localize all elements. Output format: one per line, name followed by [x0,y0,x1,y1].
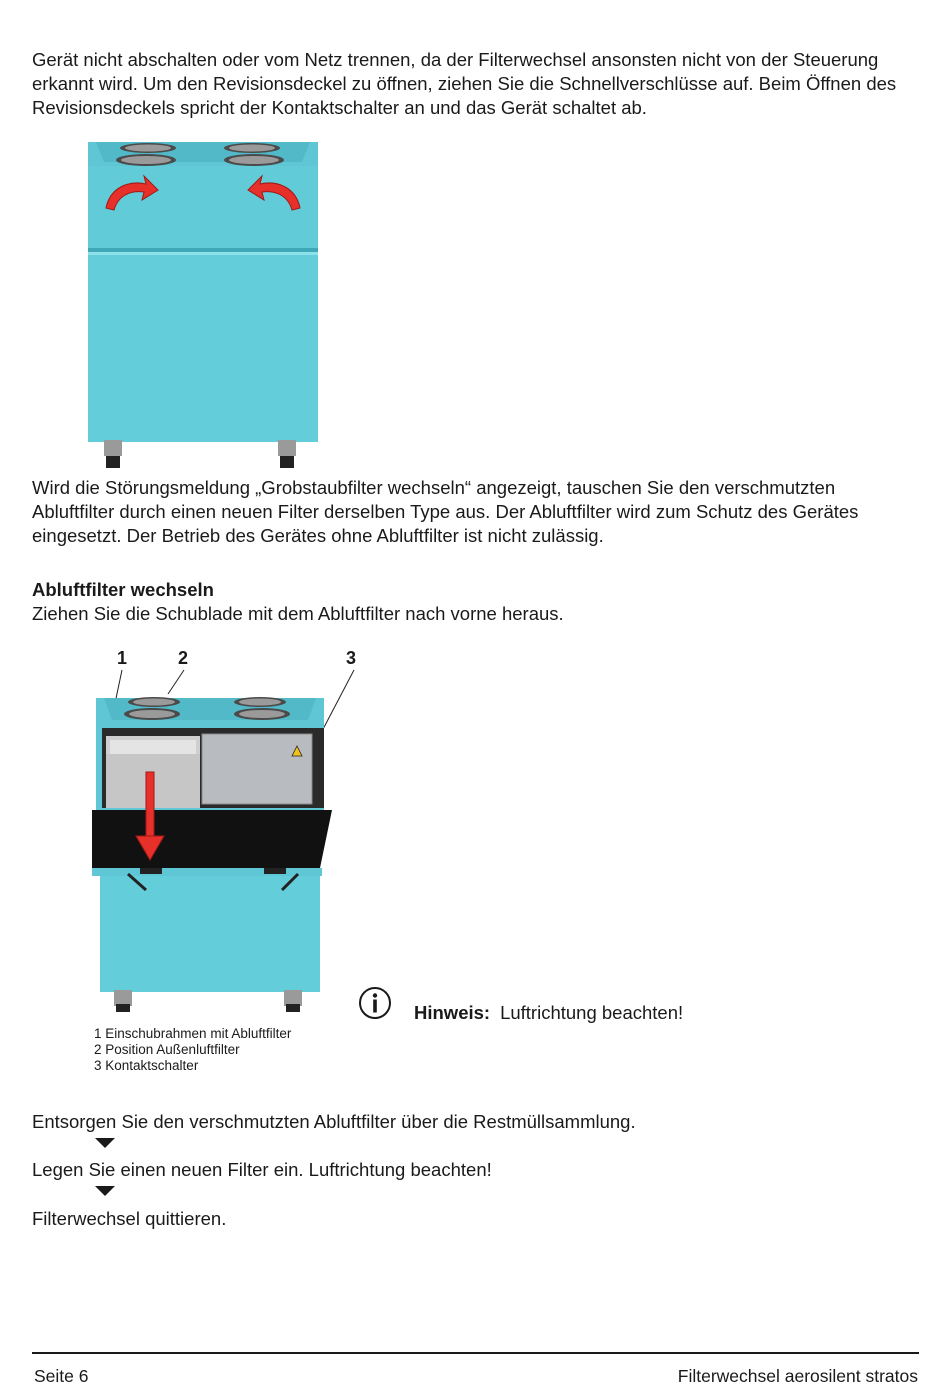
note-label: Hinweis: [414,1002,491,1023]
footer-title: Filterwechsel aerosilent stratos [677,1366,918,1386]
info-icon [358,986,392,1020]
caption-line: 1 Einschubrahmen mit Abluftfilter [94,1026,292,1041]
note-text [414,1002,683,1024]
section-heading: Abluftfilter wechseln [32,579,214,600]
figure-number-2: 2 [178,648,189,668]
section-paragraph: Ziehen Sie die Schublade mit dem Abluftfilter nach vorne heraus. [32,603,564,624]
drawer-figure [88,664,364,1024]
intro-paragraph: Gerät nicht abschalten oder vom Netz trennen, da der Filterwechsel ansonsten nicht von der Steuerung erkannt wird. Um den Revisionsdeckel zu öffnen, ziehen Sie die Schnellverschlüsse auf. Beim Öffnen des Revisionsdeckels spricht der Kontaktschalter an und das Gerät schaltet ab. [32,49,897,118]
step-dispose: Entsorgen Sie den verschmutzten Abluftfilter über die Restmüllsammlung. [32,1111,636,1132]
step-acknowledge: Filterwechsel quittieren. [32,1208,227,1229]
note-box [358,986,778,1030]
footer-divider [32,1352,919,1354]
caption-line: 2 Position Außenluftfilter [94,1042,240,1057]
caption-line: 3 Kontaktschalter [94,1058,199,1073]
figure-caption [94,1026,291,1074]
step-arrow-icon [95,1138,115,1148]
figure-number-1: 1 [117,648,128,668]
figure-number-3: 3 [346,648,357,668]
unit-lid-figure [88,140,320,470]
step-arrow-icon [95,1186,115,1196]
step-insert: Legen Sie einen neuen Filter ein. Luftrichtung beachten! [32,1159,492,1180]
page-number: Seite 6 [34,1366,89,1386]
fault-paragraph: Wird die Störungsmeldung „Grobstaubfilter wechseln“ angezeigt, tauschen Sie den verschmutzten Abluftfilter durch einen neuen Filter derselben Type aus. Der Abluftfilter wird zum Schutz des Gerätes eingesetzt. Der Betrieb des Gerätes ohne Abluftfilter ist nicht zulässig. [32,477,859,546]
note-message: Luftrichtung beachten! [500,1002,684,1023]
